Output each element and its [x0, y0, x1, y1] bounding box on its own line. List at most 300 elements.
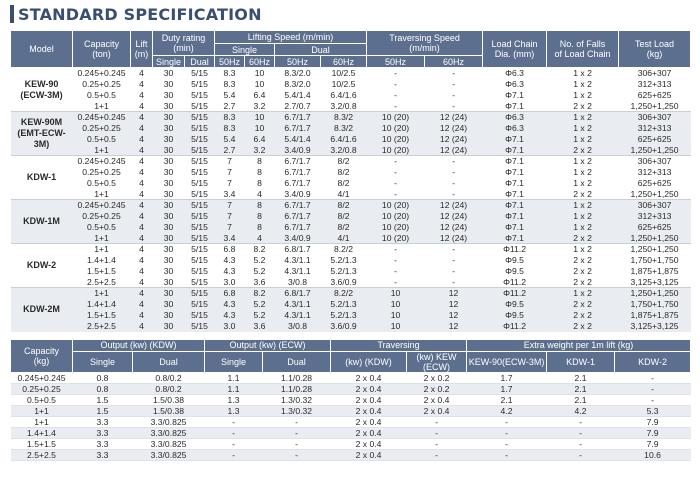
table-cell: 4 — [131, 68, 153, 79]
table-cell: 12 — [425, 321, 483, 332]
table-cell: 4.3/1.1 — [275, 299, 321, 310]
table-cell: 30 — [153, 200, 185, 211]
table-cell: 1 x 2 — [547, 178, 619, 189]
table-cell: 1+1 — [73, 145, 131, 156]
table-cell: 4 — [131, 167, 153, 178]
header-trav-50hz: 50Hz — [367, 56, 425, 68]
table-cell: 30 — [153, 145, 185, 156]
header-load-chain: Load Chain Dia. (mm) — [483, 31, 547, 68]
table-cell: Φ11.2 — [483, 244, 547, 255]
table-cell: 3.3 — [73, 438, 133, 449]
table-cell: 8.2/2 — [321, 244, 367, 255]
w-header-kdw-dual: Dual — [133, 351, 205, 372]
table-cell: 5.2/1.3 — [321, 255, 367, 266]
table-cell: 6.8 — [215, 288, 245, 299]
table-cell: 5.2 — [245, 310, 275, 321]
table-cell: 30 — [153, 211, 185, 222]
table-cell: 12 (24) — [425, 222, 483, 233]
table-cell: 7 — [215, 222, 245, 233]
table-cell: 4 — [131, 90, 153, 101]
table-cell: 5/15 — [185, 123, 215, 134]
table-row — [11, 167, 691, 178]
table-cell: 5/15 — [185, 233, 215, 244]
table-cell: 7.9 — [615, 416, 691, 427]
header-traversing-speed: Traversing Speed (m/min) — [367, 31, 483, 56]
table-cell: 4 — [131, 200, 153, 211]
table-cell: 8 — [245, 167, 275, 178]
table-cell: 2.5+2.5 — [73, 277, 131, 288]
table-cell: Φ7.1 — [483, 222, 547, 233]
table-cell: 4 — [131, 255, 153, 266]
table-cell: 4 — [131, 299, 153, 310]
header-test-load: Test Load (kg) — [619, 31, 691, 68]
table-cell: - — [205, 416, 263, 427]
table-cell: 2.1 — [467, 394, 547, 405]
table-cell: 30 — [153, 266, 185, 277]
table-cell: 5.2/1.3 — [321, 310, 367, 321]
page-title: STANDARD SPECIFICATION — [18, 4, 262, 24]
header-capacity: Capacity (ton) — [73, 31, 131, 68]
table-cell: 1,750+1,750 — [619, 255, 691, 266]
table-cell: 3,125+3,125 — [619, 321, 691, 332]
table-cell: 30 — [153, 79, 185, 90]
table-cell: 8 — [245, 211, 275, 222]
table-cell: 4 — [131, 189, 153, 200]
table-cell: 1,250+1,250 — [619, 233, 691, 244]
table-cell: 6.7/1.7 — [275, 211, 321, 222]
table-cell: 3,125+3,125 — [619, 277, 691, 288]
table-cell: 2 x 0.4 — [331, 427, 407, 438]
model-name-cell: KEW-90M (EMT-ECW-3M) — [11, 112, 73, 156]
header-trav-60hz: 60Hz — [425, 56, 483, 68]
table-cell: 1+1 — [73, 101, 131, 112]
table-cell: 10 (20) — [367, 222, 425, 233]
table-cell: 625+625 — [619, 90, 691, 101]
table-cell: 1.5/0.38 — [133, 394, 205, 405]
table-cell: 6.7/1.7 — [275, 156, 321, 167]
table-cell: 8/2 — [321, 156, 367, 167]
table-cell: 12 — [425, 299, 483, 310]
w-header-output-ecw: Output (kw) (ECW) — [205, 339, 331, 351]
table-cell: 30 — [153, 277, 185, 288]
table-cell: - — [263, 416, 331, 427]
table-cell: 1.7 — [467, 383, 547, 394]
table-cell: 12 (24) — [425, 145, 483, 156]
weight-table-body — [11, 372, 691, 460]
table-cell: 2 x 0.4 — [331, 405, 407, 416]
w-header-traversing: Traversing — [331, 339, 467, 351]
table-cell: 3.4/0.9 — [275, 233, 321, 244]
table-cell: 5.2/1.3 — [321, 299, 367, 310]
table-cell: 8.3 — [215, 68, 245, 79]
table-cell: 2.1 — [547, 394, 615, 405]
table-cell: 1.3/0.32 — [263, 394, 331, 405]
table-cell: 5/15 — [185, 79, 215, 90]
table-cell: - — [425, 79, 483, 90]
header-single-50hz: 50Hz — [215, 56, 245, 68]
table-row — [11, 321, 691, 332]
table-row — [11, 68, 691, 79]
table-cell: 6.7/1.7 — [275, 178, 321, 189]
table-cell: 7 — [215, 156, 245, 167]
table-cell: 5.4/1.4 — [275, 134, 321, 145]
table-cell: 5.4/1.4 — [275, 90, 321, 101]
table-cell: 10 (20) — [367, 233, 425, 244]
table-cell: 4.3 — [215, 266, 245, 277]
table-cell: 4.2 — [547, 405, 615, 416]
table-cell: 8.3/2 — [321, 123, 367, 134]
title-bar — [10, 3, 690, 25]
table-cell: 2 x 2 — [547, 310, 619, 321]
table-cell: 306+307 — [619, 156, 691, 167]
table-cell: 6.8 — [215, 244, 245, 255]
table-cell: 0.245+0.245 — [73, 68, 131, 79]
table-cell: 5.3 — [615, 405, 691, 416]
table-cell: 4 — [131, 222, 153, 233]
table-cell: 0.8 — [73, 383, 133, 394]
table-cell: 1.5+1.5 — [73, 266, 131, 277]
table-cell: Φ7.1 — [483, 189, 547, 200]
table-cell: 1.5/0.38 — [133, 405, 205, 416]
table-cell: 30 — [153, 156, 185, 167]
table-cell: 8 — [245, 200, 275, 211]
w-header-trav-kew: (kw) KEW (ECW) — [407, 351, 467, 372]
table-cell: 1.3 — [205, 394, 263, 405]
table-cell: 5/15 — [185, 156, 215, 167]
table-cell: 30 — [153, 310, 185, 321]
table-cell: 312+313 — [619, 167, 691, 178]
table-row — [11, 288, 691, 299]
model-group — [11, 244, 691, 288]
table-cell: 1+1 — [73, 244, 131, 255]
table-cell: 8 — [245, 222, 275, 233]
output-weight-table — [10, 339, 691, 461]
table-cell: Φ7.1 — [483, 233, 547, 244]
table-cell: 10/2.5 — [321, 68, 367, 79]
table-cell: 4 — [131, 79, 153, 90]
table-row — [11, 255, 691, 266]
table-cell: 8/2 — [321, 167, 367, 178]
table-cell: 2.7/0.7 — [275, 101, 321, 112]
table-cell: Φ11.2 — [483, 288, 547, 299]
table-cell: 10 (20) — [367, 123, 425, 134]
table-cell: 3.0 — [215, 277, 245, 288]
table-cell: 8.3/2 — [321, 112, 367, 123]
table-cell: 3.6/0.9 — [321, 277, 367, 288]
w-header-ecw-single: Single — [205, 351, 263, 372]
table-cell: 8.3 — [215, 112, 245, 123]
table-row — [11, 222, 691, 233]
table-cell: 5.4 — [215, 90, 245, 101]
table-cell: 1.1 — [205, 372, 263, 383]
table-cell: 5.2 — [245, 255, 275, 266]
table-cell: 30 — [153, 255, 185, 266]
table-cell: 0.25+0.25 — [73, 211, 131, 222]
table-row — [11, 244, 691, 255]
table-cell: 1,250+1,250 — [619, 145, 691, 156]
table-cell: 5/15 — [185, 101, 215, 112]
table-cell: 12 — [425, 310, 483, 321]
table-cell: 1,875+1,875 — [619, 266, 691, 277]
table-cell: 1.4+1.4 — [73, 299, 131, 310]
table-cell: 12 (24) — [425, 233, 483, 244]
table-cell: - — [367, 178, 425, 189]
table-cell: 1.1 — [205, 383, 263, 394]
table-cell: 8 — [245, 178, 275, 189]
table-cell: 306+307 — [619, 112, 691, 123]
table-cell: 5/15 — [185, 310, 215, 321]
table-cell: Φ9.5 — [483, 310, 547, 321]
table-cell: - — [367, 189, 425, 200]
table-cell: 4.2 — [467, 405, 547, 416]
table-cell: 6.7/1.7 — [275, 123, 321, 134]
table-cell: 4 — [131, 244, 153, 255]
table-cell: Φ7.1 — [483, 211, 547, 222]
table-cell: 2.5+2.5 — [73, 321, 131, 332]
table-cell: 2 x 0.4 — [331, 383, 407, 394]
table-cell: 10 (20) — [367, 145, 425, 156]
table-cell: 8.2/2 — [321, 288, 367, 299]
table-cell: - — [467, 438, 547, 449]
header-lifting-single: Single — [215, 44, 275, 56]
table-row — [11, 211, 691, 222]
table-cell: - — [367, 68, 425, 79]
table-cell: 1.1/0.28 — [263, 383, 331, 394]
table-cell: 3.3/0.825 — [133, 427, 205, 438]
table-cell: 0.25+0.25 — [73, 167, 131, 178]
table-cell: 30 — [153, 288, 185, 299]
table-cell: 1+1 — [73, 189, 131, 200]
table-cell: 4.3 — [215, 255, 245, 266]
table-cell: 1.3 — [205, 405, 263, 416]
table-cell: 12 — [425, 288, 483, 299]
model-name-cell: KDW-1 — [11, 156, 73, 200]
table-cell: 6.4 — [245, 134, 275, 145]
table-cell: - — [425, 266, 483, 277]
table-cell: 4 — [131, 266, 153, 277]
table-cell: 30 — [153, 112, 185, 123]
table-cell: 5/15 — [185, 167, 215, 178]
table-row — [11, 200, 691, 211]
table-cell: - — [407, 449, 467, 460]
table-cell: 2 x 0.4 — [331, 438, 407, 449]
table-cell: 1 x 2 — [547, 244, 619, 255]
table-cell: 8.3/2.0 — [275, 68, 321, 79]
table-cell: 5/15 — [185, 68, 215, 79]
table-cell: 1.4+1.4 — [11, 427, 73, 438]
table-cell: 1.7 — [467, 372, 547, 383]
table-cell: 0.5+0.5 — [73, 178, 131, 189]
table-cell: 12 (24) — [425, 123, 483, 134]
table-cell: - — [425, 167, 483, 178]
table-cell: 1+1 — [11, 416, 73, 427]
table-cell: 8/2 — [321, 222, 367, 233]
table-cell: 0.25+0.25 — [73, 79, 131, 90]
table-cell: - — [367, 90, 425, 101]
table-row — [11, 266, 691, 277]
table-cell: 8.2 — [245, 288, 275, 299]
table-cell: Φ7.1 — [483, 167, 547, 178]
table-cell: 5/15 — [185, 145, 215, 156]
table-cell: 7.9 — [615, 427, 691, 438]
table-cell: 10 — [367, 321, 425, 332]
table-cell: Φ7.1 — [483, 101, 547, 112]
w-header-kdw-single: Single — [73, 351, 133, 372]
table-cell: 3/0.8 — [275, 321, 321, 332]
table-cell: Φ9.5 — [483, 266, 547, 277]
table-cell: 1.5+1.5 — [11, 438, 73, 449]
table-row — [11, 189, 691, 200]
table-cell: 2 x 2 — [547, 101, 619, 112]
table-cell: 3.4 — [215, 233, 245, 244]
table-cell: 3.3 — [73, 427, 133, 438]
table-cell: 12 (24) — [425, 112, 483, 123]
table-cell: Φ11.2 — [483, 321, 547, 332]
table-cell: 7 — [215, 200, 245, 211]
table-cell: Φ7.1 — [483, 134, 547, 145]
table-cell: 2.7 — [215, 101, 245, 112]
w-header-capacity: Capacity (kg) — [11, 339, 73, 372]
table-cell: 5/15 — [185, 321, 215, 332]
table-cell: 2 x 2 — [547, 277, 619, 288]
table-cell: 4.3 — [215, 310, 245, 321]
table-cell: - — [205, 427, 263, 438]
table-cell: 306+307 — [619, 200, 691, 211]
table-cell: Φ7.1 — [483, 200, 547, 211]
table-cell: - — [547, 438, 615, 449]
table-cell: 2 x 0.2 — [407, 372, 467, 383]
table-cell: 4 — [131, 101, 153, 112]
table-cell: 10 (20) — [367, 134, 425, 145]
table-cell: 1,250+1,250 — [619, 244, 691, 255]
header-dual-60hz: 60Hz — [321, 56, 367, 68]
model-group — [11, 68, 691, 112]
header-model: Model — [11, 31, 73, 68]
table-cell: - — [547, 449, 615, 460]
table-cell: 4 — [131, 277, 153, 288]
table-cell: Φ6.3 — [483, 79, 547, 90]
table-cell: 8.3 — [215, 79, 245, 90]
table-cell: 4 — [131, 321, 153, 332]
table-row — [11, 79, 691, 90]
table-cell: 2 x 0.4 — [331, 372, 407, 383]
table-cell: 6.7/1.7 — [275, 222, 321, 233]
title-accent-bar — [10, 5, 14, 23]
table-cell: 0.8 — [73, 372, 133, 383]
table-cell: - — [407, 438, 467, 449]
header-lifting-speed: Lifting Speed (m/min) — [215, 31, 367, 44]
table-cell: 2 x 2 — [547, 266, 619, 277]
table-cell: 1+1 — [11, 405, 73, 416]
table-cell: 30 — [153, 233, 185, 244]
table-cell: 306+307 — [619, 68, 691, 79]
table-cell: 1,875+1,875 — [619, 310, 691, 321]
table-cell: 0.25+0.25 — [73, 123, 131, 134]
table-cell: 30 — [153, 90, 185, 101]
table-cell: 4 — [131, 288, 153, 299]
table-cell: Φ7.1 — [483, 156, 547, 167]
table-cell: 5/15 — [185, 222, 215, 233]
table-cell: 6.4/1.6 — [321, 134, 367, 145]
table-row — [11, 427, 691, 438]
table-cell: 4.3/1.1 — [275, 266, 321, 277]
table-cell: - — [263, 427, 331, 438]
table-cell: 10 (20) — [367, 200, 425, 211]
table-cell: 2.5+2.5 — [11, 449, 73, 460]
table-cell: 3.4 — [215, 189, 245, 200]
table-cell: Φ9.5 — [483, 299, 547, 310]
header-duty-single: Single — [153, 56, 185, 68]
table-cell: 2 x 0.4 — [407, 394, 467, 405]
table-cell: - — [425, 156, 483, 167]
model-name-cell: KEW-90 (ECW-3M) — [11, 68, 73, 112]
table-row — [11, 416, 691, 427]
table-cell: - — [547, 427, 615, 438]
table-cell: 1+1 — [73, 288, 131, 299]
table-cell: 3.3/0.825 — [133, 438, 205, 449]
table-cell: 5/15 — [185, 200, 215, 211]
header-lift: Lift (m) — [131, 31, 153, 68]
model-group — [11, 288, 691, 332]
table-cell: - — [407, 427, 467, 438]
table-cell: - — [263, 438, 331, 449]
table-cell: 1 x 2 — [547, 200, 619, 211]
table-row — [11, 449, 691, 460]
table-row — [11, 438, 691, 449]
table-cell: - — [425, 68, 483, 79]
table-cell: 30 — [153, 68, 185, 79]
table-cell: 3.4/0.9 — [275, 145, 321, 156]
w-header-trav-kdw: (kw) (KDW) — [331, 351, 407, 372]
table-cell: 3.2/0.8 — [321, 145, 367, 156]
table-cell: 1 x 2 — [547, 134, 619, 145]
table-cell: Φ7.1 — [483, 178, 547, 189]
table-cell: Φ9.5 — [483, 255, 547, 266]
table-cell: - — [425, 101, 483, 112]
table-cell: 5/15 — [185, 189, 215, 200]
table-cell: 312+313 — [619, 211, 691, 222]
table-row — [11, 394, 691, 405]
table-cell: 5.2 — [245, 299, 275, 310]
table-cell: 6.7/1.7 — [275, 112, 321, 123]
table-cell: - — [467, 416, 547, 427]
table-cell: 4/1 — [321, 233, 367, 244]
table-cell: 4 — [131, 145, 153, 156]
table-cell: 0.245+0.245 — [11, 372, 73, 383]
table-cell: 1,250+1,250 — [619, 101, 691, 112]
table-cell: 10/2.5 — [321, 79, 367, 90]
table-cell: 1.5+1.5 — [73, 310, 131, 321]
header-falls: No. of Falls of Load Chain — [547, 31, 619, 68]
table-cell: 3.3/0.825 — [133, 449, 205, 460]
table-cell: 10 (20) — [367, 211, 425, 222]
table-cell: 6.7/1.7 — [275, 167, 321, 178]
table-cell: - — [367, 244, 425, 255]
table-cell: 30 — [153, 244, 185, 255]
table-cell: - — [367, 266, 425, 277]
table-cell: 312+313 — [619, 79, 691, 90]
table-cell: 4/1 — [321, 189, 367, 200]
table-cell: 30 — [153, 134, 185, 145]
table-cell: 1 x 2 — [547, 288, 619, 299]
table-cell: 5.2/1.3 — [321, 266, 367, 277]
table-cell: 6.8/1.7 — [275, 288, 321, 299]
table-cell: 30 — [153, 299, 185, 310]
table-cell: 1.5 — [73, 394, 133, 405]
w-header-kdw1: KDW-1 — [547, 351, 615, 372]
table-cell: 4 — [131, 156, 153, 167]
model-group — [11, 156, 691, 200]
